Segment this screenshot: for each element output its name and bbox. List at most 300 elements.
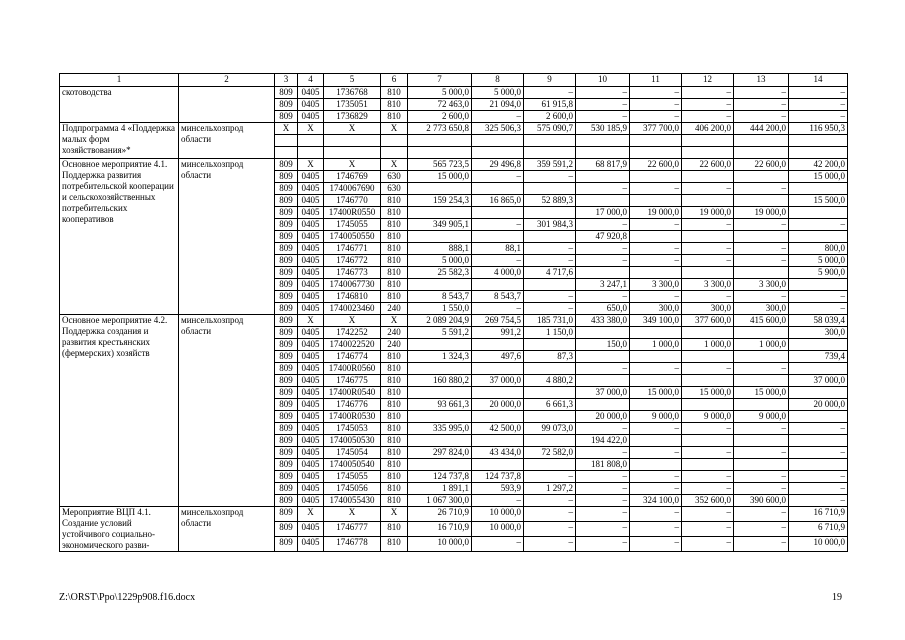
amount-cell: 99 073,0 bbox=[524, 423, 576, 435]
code-cell: 809 bbox=[275, 537, 298, 552]
header-cell: 2 bbox=[179, 74, 275, 87]
amount-cell bbox=[682, 327, 734, 339]
amount-cell bbox=[408, 279, 472, 291]
code-cell: 809 bbox=[275, 507, 298, 522]
amount-cell: – bbox=[576, 363, 630, 375]
amount-cell: 575 090,7 bbox=[524, 123, 576, 135]
header-cell: 6 bbox=[381, 74, 408, 87]
code-cell: 809 bbox=[275, 387, 298, 399]
amount-cell: 4 717,6 bbox=[524, 267, 576, 279]
amount-cell: 565 723,5 bbox=[408, 159, 472, 171]
budget-table-sheet bbox=[59, 73, 848, 552]
amount-cell bbox=[734, 375, 789, 387]
code-cell: 1746775 bbox=[324, 375, 381, 387]
amount-cell: – bbox=[682, 447, 734, 459]
code-cell: 809 bbox=[275, 411, 298, 423]
code-cell: Х bbox=[381, 315, 408, 327]
code-cell: 810 bbox=[381, 207, 408, 219]
code-cell: Х bbox=[298, 315, 324, 327]
amount-cell: 88,1 bbox=[472, 243, 524, 255]
header-cell: 14 bbox=[789, 74, 848, 87]
amount-cell: 650,0 bbox=[576, 303, 630, 315]
code-cell: 1746776 bbox=[324, 399, 381, 411]
code-cell bbox=[275, 135, 298, 147]
amount-cell bbox=[408, 459, 472, 471]
amount-cell: 2 089 204,9 bbox=[408, 315, 472, 327]
amount-cell: 26 710,9 bbox=[408, 507, 472, 522]
amount-cell bbox=[682, 147, 734, 159]
code-cell: 810 bbox=[381, 255, 408, 267]
amount-cell bbox=[472, 339, 524, 351]
amount-cell: 300,0 bbox=[734, 303, 789, 315]
code-cell: 810 bbox=[381, 387, 408, 399]
amount-cell bbox=[630, 135, 682, 147]
amount-cell: – bbox=[789, 111, 848, 123]
amount-cell: 124 737,8 bbox=[472, 471, 524, 483]
amount-cell bbox=[734, 147, 789, 159]
amount-cell: 300,0 bbox=[789, 327, 848, 339]
amount-cell bbox=[524, 339, 576, 351]
amount-cell: – bbox=[576, 111, 630, 123]
amount-cell bbox=[682, 231, 734, 243]
amount-cell bbox=[524, 363, 576, 375]
amount-cell: – bbox=[682, 507, 734, 522]
code-cell: 810 bbox=[381, 219, 408, 231]
amount-cell bbox=[472, 411, 524, 423]
amount-cell: 20 000,0 bbox=[472, 399, 524, 411]
amount-cell: 37 000,0 bbox=[576, 387, 630, 399]
amount-cell: – bbox=[630, 291, 682, 303]
amount-cell: 19 000,0 bbox=[682, 207, 734, 219]
program-name-cell: Основное мероприятие 4.2. Поддержка создания и развития крестьянских (фермерских) хозяйств bbox=[60, 315, 179, 507]
amount-cell: 301 984,3 bbox=[524, 219, 576, 231]
code-cell: 0405 bbox=[298, 327, 324, 339]
amount-cell: – bbox=[472, 171, 524, 183]
amount-cell bbox=[734, 195, 789, 207]
amount-cell bbox=[789, 363, 848, 375]
amount-cell bbox=[682, 375, 734, 387]
amount-cell bbox=[734, 135, 789, 147]
code-cell: Х bbox=[298, 159, 324, 171]
amount-cell: 20 000,0 bbox=[789, 399, 848, 411]
header-cell: 9 bbox=[524, 74, 576, 87]
amount-cell: 43 434,0 bbox=[472, 447, 524, 459]
amount-cell: 335 995,0 bbox=[408, 423, 472, 435]
code-cell: 1746810 bbox=[324, 291, 381, 303]
code-cell bbox=[298, 135, 324, 147]
amount-cell bbox=[734, 327, 789, 339]
amount-cell: 9 000,0 bbox=[630, 411, 682, 423]
amount-cell: 87,3 bbox=[524, 351, 576, 363]
amount-cell: 530 185,9 bbox=[576, 123, 630, 135]
amount-cell: 1 891,1 bbox=[408, 483, 472, 495]
code-cell: 1740022520 bbox=[324, 339, 381, 351]
code-cell: 1746769 bbox=[324, 171, 381, 183]
amount-cell bbox=[576, 195, 630, 207]
amount-cell: – bbox=[524, 495, 576, 507]
code-cell: 809 bbox=[275, 159, 298, 171]
amount-cell bbox=[630, 399, 682, 411]
amount-cell: 800,0 bbox=[789, 243, 848, 255]
code-cell: Х bbox=[298, 123, 324, 135]
amount-cell: 5 000,0 bbox=[408, 255, 472, 267]
code-cell: 1745054 bbox=[324, 447, 381, 459]
amount-cell: 19 000,0 bbox=[630, 207, 682, 219]
amount-cell: 25 582,3 bbox=[408, 267, 472, 279]
amount-cell: 181 808,0 bbox=[576, 459, 630, 471]
amount-cell bbox=[576, 375, 630, 387]
code-cell: 0405 bbox=[298, 483, 324, 495]
amount-cell: 93 661,3 bbox=[408, 399, 472, 411]
amount-cell: – bbox=[682, 99, 734, 111]
amount-cell: 2 600,0 bbox=[408, 111, 472, 123]
code-cell: Х bbox=[381, 507, 408, 522]
code-cell bbox=[381, 147, 408, 159]
amount-cell bbox=[682, 399, 734, 411]
amount-cell: – bbox=[734, 87, 789, 99]
amount-cell: 52 889,3 bbox=[524, 195, 576, 207]
amount-cell: 269 754,5 bbox=[472, 315, 524, 327]
amount-cell bbox=[630, 459, 682, 471]
amount-cell bbox=[576, 399, 630, 411]
amount-cell: 1 000,0 bbox=[682, 339, 734, 351]
amount-cell: 352 600,0 bbox=[682, 495, 734, 507]
amount-cell: 21 094,0 bbox=[472, 99, 524, 111]
table-row bbox=[60, 507, 848, 522]
amount-cell bbox=[524, 435, 576, 447]
amount-cell bbox=[630, 267, 682, 279]
amount-cell: 159 254,3 bbox=[408, 195, 472, 207]
amount-cell bbox=[630, 327, 682, 339]
amount-cell: 194 422,0 bbox=[576, 435, 630, 447]
amount-cell: – bbox=[630, 111, 682, 123]
code-cell: 810 bbox=[381, 291, 408, 303]
amount-cell bbox=[682, 435, 734, 447]
code-cell: 1740050530 bbox=[324, 435, 381, 447]
code-cell: 809 bbox=[275, 207, 298, 219]
amount-cell bbox=[734, 399, 789, 411]
executor-cell: минсельхозпрод области bbox=[179, 507, 275, 552]
code-cell: 809 bbox=[275, 87, 298, 99]
amount-cell: – bbox=[576, 255, 630, 267]
code-cell: 0405 bbox=[298, 495, 324, 507]
code-cell: 1746778 bbox=[324, 537, 381, 552]
amount-cell: – bbox=[524, 522, 576, 537]
amount-cell bbox=[408, 207, 472, 219]
code-cell: 809 bbox=[275, 243, 298, 255]
table-row bbox=[60, 87, 848, 99]
code-cell: 17400R0540 bbox=[324, 387, 381, 399]
code-cell: 810 bbox=[381, 99, 408, 111]
amount-cell: – bbox=[682, 537, 734, 552]
code-cell: 810 bbox=[381, 267, 408, 279]
code-cell: 1746774 bbox=[324, 351, 381, 363]
amount-cell bbox=[789, 387, 848, 399]
code-cell: 630 bbox=[381, 183, 408, 195]
code-cell: 1746770 bbox=[324, 195, 381, 207]
amount-cell: 10 000,0 bbox=[472, 522, 524, 537]
code-cell: 0405 bbox=[298, 183, 324, 195]
code-cell: 810 bbox=[381, 411, 408, 423]
amount-cell: 3 300,0 bbox=[734, 279, 789, 291]
code-cell: 17400R0560 bbox=[324, 363, 381, 375]
code-cell: 809 bbox=[275, 447, 298, 459]
amount-cell bbox=[524, 147, 576, 159]
amount-cell: 72 582,0 bbox=[524, 447, 576, 459]
amount-cell bbox=[630, 375, 682, 387]
amount-cell: 433 380,0 bbox=[576, 315, 630, 327]
code-cell: 809 bbox=[275, 351, 298, 363]
amount-cell: 10 000,0 bbox=[789, 537, 848, 552]
amount-cell: – bbox=[630, 507, 682, 522]
amount-cell: – bbox=[576, 471, 630, 483]
executor-cell bbox=[179, 87, 275, 123]
amount-cell bbox=[472, 183, 524, 195]
amount-cell: – bbox=[524, 471, 576, 483]
amount-cell: 22 600,0 bbox=[682, 159, 734, 171]
amount-cell: 72 463,0 bbox=[408, 99, 472, 111]
code-cell: 0405 bbox=[298, 279, 324, 291]
code-cell: 1736768 bbox=[324, 87, 381, 99]
amount-cell: – bbox=[682, 423, 734, 435]
amount-cell: 15 000,0 bbox=[789, 171, 848, 183]
code-cell: 809 bbox=[275, 195, 298, 207]
code-cell: 809 bbox=[275, 111, 298, 123]
amount-cell: 22 600,0 bbox=[734, 159, 789, 171]
amount-cell: 5 000,0 bbox=[472, 87, 524, 99]
amount-cell: 17 000,0 bbox=[576, 207, 630, 219]
amount-cell: 4 880,2 bbox=[524, 375, 576, 387]
amount-cell bbox=[789, 183, 848, 195]
executor-cell: минсельхозпрод области bbox=[179, 315, 275, 507]
amount-cell bbox=[789, 459, 848, 471]
header-cell: 5 bbox=[324, 74, 381, 87]
amount-cell: – bbox=[789, 483, 848, 495]
amount-cell bbox=[408, 231, 472, 243]
amount-cell: – bbox=[734, 291, 789, 303]
amount-cell: 4 000,0 bbox=[472, 267, 524, 279]
amount-cell: – bbox=[682, 483, 734, 495]
code-cell: 0405 bbox=[298, 435, 324, 447]
amount-cell: – bbox=[630, 447, 682, 459]
amount-cell: – bbox=[524, 87, 576, 99]
amount-cell: – bbox=[734, 99, 789, 111]
amount-cell bbox=[408, 411, 472, 423]
code-cell: 809 bbox=[275, 471, 298, 483]
amount-cell: – bbox=[472, 219, 524, 231]
amount-cell: – bbox=[789, 99, 848, 111]
code-cell: 809 bbox=[275, 267, 298, 279]
amount-cell: – bbox=[576, 243, 630, 255]
amount-cell: 22 600,0 bbox=[630, 159, 682, 171]
code-cell: 0405 bbox=[298, 459, 324, 471]
amount-cell: – bbox=[630, 537, 682, 552]
code-cell: Х bbox=[324, 123, 381, 135]
amount-cell: 58 039,4 bbox=[789, 315, 848, 327]
code-cell: 809 bbox=[275, 183, 298, 195]
amount-cell: 42 200,0 bbox=[789, 159, 848, 171]
amount-cell: – bbox=[734, 255, 789, 267]
amount-cell: – bbox=[524, 171, 576, 183]
code-cell: 810 bbox=[381, 522, 408, 537]
amount-cell: 8 543,7 bbox=[408, 291, 472, 303]
amount-cell: – bbox=[472, 303, 524, 315]
amount-cell: 8 543,7 bbox=[472, 291, 524, 303]
header-cell: 7 bbox=[408, 74, 472, 87]
code-cell: 809 bbox=[275, 399, 298, 411]
code-cell: 809 bbox=[275, 339, 298, 351]
amount-cell bbox=[472, 147, 524, 159]
amount-cell: 349 905,1 bbox=[408, 219, 472, 231]
executor-cell: минсельхозпрод области bbox=[179, 123, 275, 159]
amount-cell bbox=[682, 195, 734, 207]
amount-cell: – bbox=[630, 522, 682, 537]
code-cell bbox=[275, 147, 298, 159]
amount-cell: 160 880,2 bbox=[408, 375, 472, 387]
amount-cell: – bbox=[682, 522, 734, 537]
amount-cell bbox=[789, 339, 848, 351]
code-cell bbox=[381, 135, 408, 147]
amount-cell: – bbox=[576, 483, 630, 495]
amount-cell: 15 500,0 bbox=[789, 195, 848, 207]
amount-cell: – bbox=[789, 87, 848, 99]
amount-cell bbox=[408, 339, 472, 351]
code-cell: 0405 bbox=[298, 111, 324, 123]
header-row bbox=[60, 74, 848, 87]
amount-cell bbox=[789, 135, 848, 147]
amount-cell: 9 000,0 bbox=[682, 411, 734, 423]
code-cell: 0405 bbox=[298, 219, 324, 231]
amount-cell bbox=[682, 459, 734, 471]
amount-cell: – bbox=[472, 537, 524, 552]
code-cell: 1740050540 bbox=[324, 459, 381, 471]
amount-cell: 68 817,9 bbox=[576, 159, 630, 171]
amount-cell: – bbox=[576, 507, 630, 522]
amount-cell bbox=[524, 459, 576, 471]
amount-cell: – bbox=[682, 183, 734, 195]
amount-cell: 593,9 bbox=[472, 483, 524, 495]
amount-cell bbox=[472, 435, 524, 447]
amount-cell: 15 000,0 bbox=[408, 171, 472, 183]
amount-cell bbox=[734, 171, 789, 183]
executor-cell: минсельхозпрод области bbox=[179, 159, 275, 315]
header-cell: 13 bbox=[734, 74, 789, 87]
code-cell: 810 bbox=[381, 537, 408, 552]
code-cell: 0405 bbox=[298, 522, 324, 537]
amount-cell: 888,1 bbox=[408, 243, 472, 255]
amount-cell: – bbox=[524, 303, 576, 315]
amount-cell: 390 600,0 bbox=[734, 495, 789, 507]
amount-cell: 444 200,0 bbox=[734, 123, 789, 135]
amount-cell bbox=[576, 351, 630, 363]
amount-cell: 3 300,0 bbox=[682, 279, 734, 291]
code-cell: Х bbox=[324, 159, 381, 171]
amount-cell: 497,6 bbox=[472, 351, 524, 363]
amount-cell: 1 000,0 bbox=[630, 339, 682, 351]
code-cell: 809 bbox=[275, 423, 298, 435]
amount-cell bbox=[576, 171, 630, 183]
amount-cell: 116 950,3 bbox=[789, 123, 848, 135]
amount-cell: 300,0 bbox=[682, 303, 734, 315]
code-cell: Х bbox=[324, 507, 381, 522]
amount-cell: – bbox=[472, 111, 524, 123]
amount-cell bbox=[682, 135, 734, 147]
code-cell: 0405 bbox=[298, 99, 324, 111]
amount-cell: 377 700,0 bbox=[630, 123, 682, 135]
amount-cell: 9 000,0 bbox=[734, 411, 789, 423]
amount-cell: 47 920,8 bbox=[576, 231, 630, 243]
amount-cell bbox=[789, 411, 848, 423]
amount-cell: 37 000,0 bbox=[472, 375, 524, 387]
code-cell: 810 bbox=[381, 111, 408, 123]
amount-cell: – bbox=[576, 183, 630, 195]
amount-cell: 297 824,0 bbox=[408, 447, 472, 459]
amount-cell: – bbox=[734, 363, 789, 375]
amount-cell: – bbox=[682, 243, 734, 255]
amount-cell bbox=[734, 231, 789, 243]
amount-cell: – bbox=[524, 537, 576, 552]
amount-cell: 5 000,0 bbox=[789, 255, 848, 267]
code-cell: 1735051 bbox=[324, 99, 381, 111]
code-cell bbox=[298, 147, 324, 159]
code-cell: 810 bbox=[381, 483, 408, 495]
code-cell: 810 bbox=[381, 375, 408, 387]
amount-cell: – bbox=[576, 219, 630, 231]
amount-cell: – bbox=[630, 219, 682, 231]
amount-cell: – bbox=[682, 255, 734, 267]
code-cell: 0405 bbox=[298, 171, 324, 183]
header-cell: 12 bbox=[682, 74, 734, 87]
amount-cell: – bbox=[734, 471, 789, 483]
amount-cell bbox=[576, 147, 630, 159]
code-cell: 810 bbox=[381, 399, 408, 411]
amount-cell: 16 865,0 bbox=[472, 195, 524, 207]
code-cell: 1740067730 bbox=[324, 279, 381, 291]
code-cell bbox=[324, 135, 381, 147]
amount-cell bbox=[630, 231, 682, 243]
amount-cell bbox=[576, 267, 630, 279]
amount-cell bbox=[408, 147, 472, 159]
amount-cell: 16 710,9 bbox=[789, 507, 848, 522]
amount-cell: – bbox=[734, 219, 789, 231]
amount-cell bbox=[408, 183, 472, 195]
amount-cell bbox=[682, 267, 734, 279]
amount-cell: – bbox=[524, 243, 576, 255]
amount-cell: – bbox=[630, 471, 682, 483]
amount-cell bbox=[630, 147, 682, 159]
amount-cell: – bbox=[682, 363, 734, 375]
amount-cell: – bbox=[682, 471, 734, 483]
amount-cell: – bbox=[682, 111, 734, 123]
code-cell: 809 bbox=[275, 327, 298, 339]
table-row bbox=[60, 315, 848, 327]
code-cell: 810 bbox=[381, 423, 408, 435]
amount-cell bbox=[472, 207, 524, 219]
amount-cell: 3 247,1 bbox=[576, 279, 630, 291]
code-cell: 810 bbox=[381, 435, 408, 447]
code-cell: 810 bbox=[381, 363, 408, 375]
amount-cell: – bbox=[789, 219, 848, 231]
code-cell: 1746771 bbox=[324, 243, 381, 255]
amount-cell bbox=[734, 351, 789, 363]
amount-cell bbox=[408, 363, 472, 375]
amount-cell bbox=[630, 435, 682, 447]
code-cell: 0405 bbox=[298, 411, 324, 423]
amount-cell: 349 100,0 bbox=[630, 315, 682, 327]
code-cell: 0405 bbox=[298, 267, 324, 279]
amount-cell bbox=[472, 459, 524, 471]
budget-table bbox=[59, 73, 848, 552]
